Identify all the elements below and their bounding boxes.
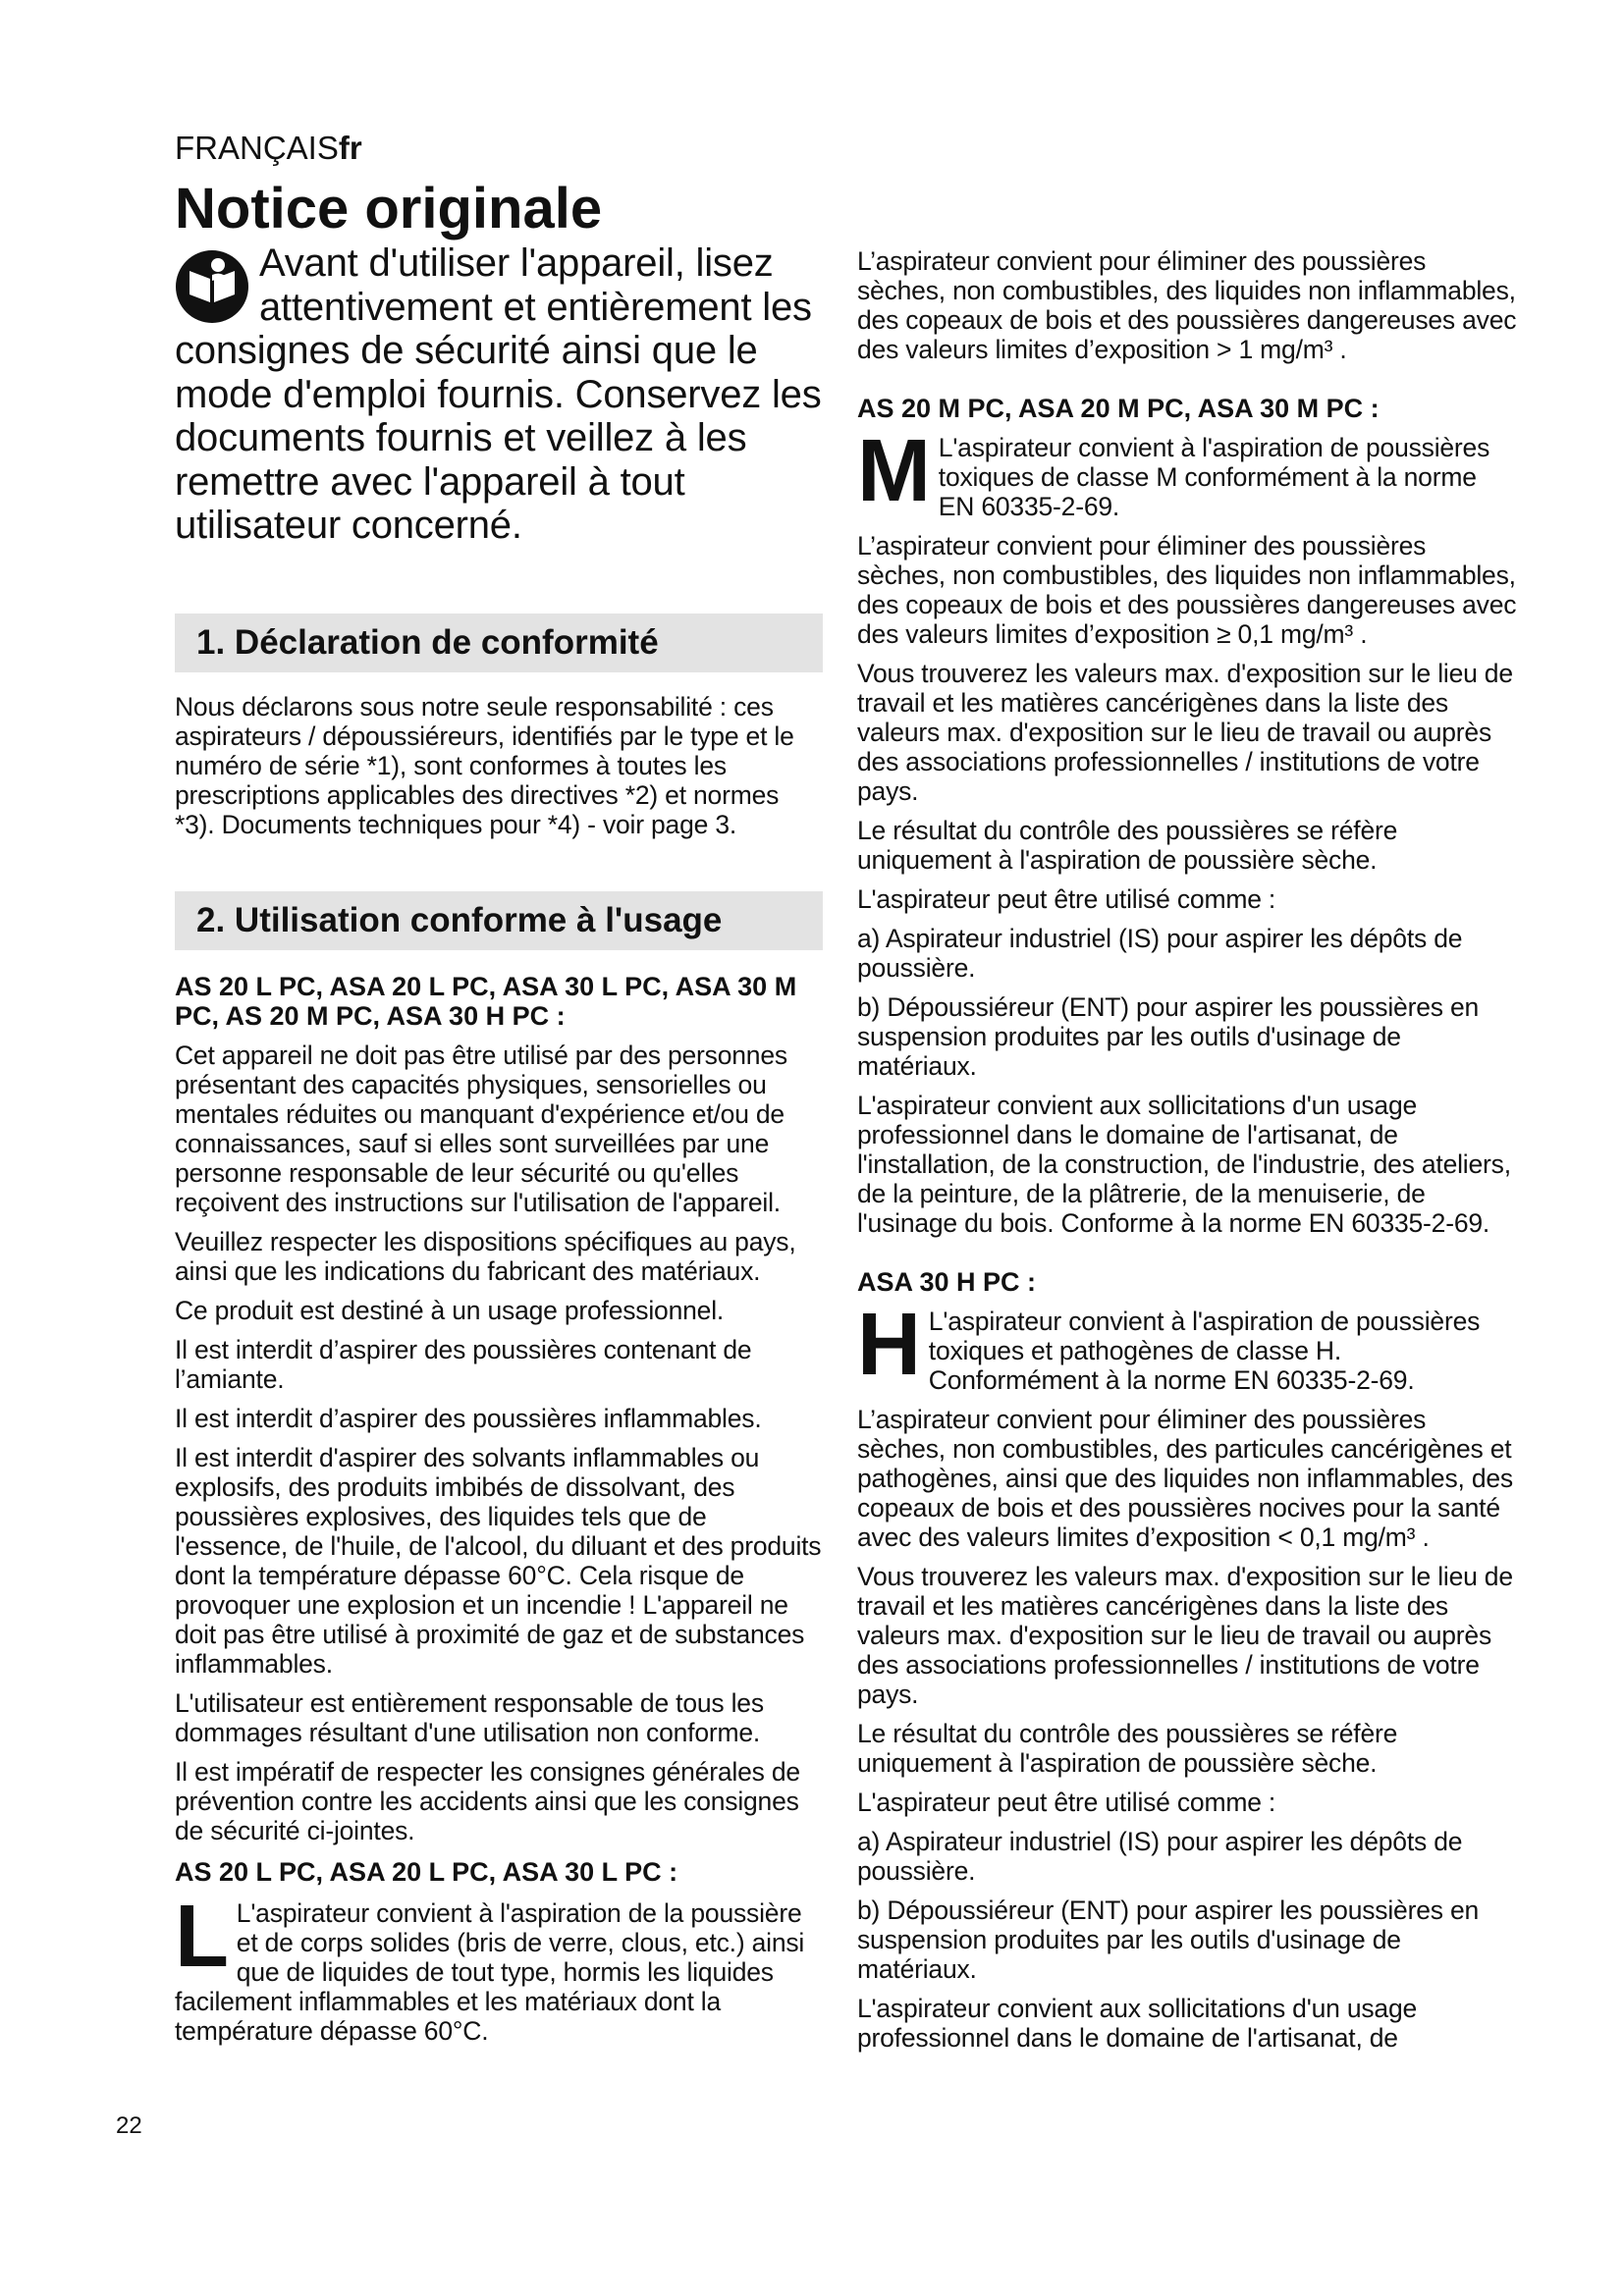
read-manual-icon bbox=[175, 249, 249, 324]
class-l-block bbox=[175, 1888, 823, 2046]
paragraph: Il est interdit d’aspirer des poussières contenant de l’amiante. bbox=[175, 1335, 752, 1394]
class-l-letter: L bbox=[175, 1888, 229, 1986]
class-m-block bbox=[857, 422, 1517, 521]
paragraph: L'aspirateur convient aux sollicitations d'un usage professionnel dans le domaine de l'artisanat, de bbox=[857, 1994, 1418, 2053]
paragraph: Il est impératif de respecter les consignes générales de prévention contre les accidents ainsi que les consignes de sécurité ci-jointes. bbox=[175, 1757, 800, 1845]
models-m-heading: AS 20 M PC, ASA 20 M PC, ASA 30 M PC : bbox=[857, 394, 1380, 423]
conformity-text: Nous déclarons sous notre seule responsabilité : ces aspirateurs / dépoussiéreurs, identifiés par le type et le numéro de série *1), sont conformes à toutes les prescriptions applicables des directives *2) et normes *3). Documents techniques pour *4) - voir page 3. bbox=[175, 692, 794, 839]
paragraph: L'aspirateur convient aux sollicitations d'un usage professionnel dans le domaine de l'artisanat, de l'installation, de la construction, de l'industrie, des ateliers, de la peinture, de la plâtrerie, de la menuiserie, de l'usinage du bois. Conforme à la norme EN 60335-2-69. bbox=[857, 1091, 1511, 1238]
paragraph: a) Aspirateur industriel (IS) pour aspirer les dépôts de poussière. bbox=[857, 1827, 1463, 1886]
intro-notice bbox=[175, 241, 823, 548]
language-code: fr bbox=[338, 130, 362, 166]
class-l-text: L'aspirateur convient à l'aspiration de la poussière et de corps solides (bris de verre, clous, etc.) ainsi que de liquides de tout type, hormis les liquides facilement inflammables et les matériaux dont la température dépasse 60°C. bbox=[175, 1898, 805, 2046]
language-label bbox=[175, 130, 362, 167]
paragraph: L’aspirateur convient pour éliminer des poussières sèches, non combustibles, des liquides non inflammables, des copeaux de bois et des poussières dangereuses avec des valeurs limites d’exposition ≥ 0,1 mg/m³ . bbox=[857, 531, 1517, 649]
models-all-heading: AS 20 L PC, ASA 20 L PC, ASA 30 L PC, ASA 30 M PC, AS 20 M PC, ASA 30 H PC : bbox=[175, 972, 797, 1031]
class-h-text: L'aspirateur convient à l'aspiration de poussières toxiques et pathogènes de classe H. Conformément à la norme EN 60335-2-69. bbox=[928, 1307, 1481, 1395]
paragraph: Le résultat du contrôle des poussières se réfère uniquement à l'aspiration de poussière sèche. bbox=[857, 1719, 1398, 1778]
paragraph: Il est interdit d’aspirer des poussières inflammables. bbox=[175, 1404, 762, 1433]
section-heading-intended-use: 2. Utilisation conforme à l'usage bbox=[175, 891, 823, 950]
paragraph: L'aspirateur peut être utilisé comme : bbox=[857, 884, 1276, 914]
models-l-heading: AS 20 L PC, ASA 20 L PC, ASA 30 L PC : bbox=[175, 1857, 678, 1887]
intro-text: Avant d'utiliser l'appareil, lisez attentivement et entièrement les consignes de sécurité ainsi que le mode d'emploi fournis. Conservez les documents fournis et veillez à les remettre avec l'appareil à tout utilisateur concerné. bbox=[175, 241, 822, 547]
document-title: Notice originale bbox=[175, 177, 603, 240]
paragraph: Ce produit est destiné à un usage professionnel. bbox=[175, 1296, 725, 1325]
paragraph: b) Dépoussiéreur (ENT) pour aspirer les poussières en suspension produites par les outils d'usinage de matériaux. bbox=[857, 1896, 1480, 1984]
class-m-letter: M bbox=[857, 422, 931, 520]
class-h-block bbox=[857, 1296, 1517, 1395]
paragraph: Vous trouverez les valeurs max. d'exposition sur le lieu de travail et les matières cancérigènes dans la liste des valeurs max. d'exposition sur le lieu de travail ou auprès des associations professionnelles / institutions de votre pays. bbox=[857, 659, 1513, 806]
language-name: FRANÇAIS bbox=[175, 130, 339, 166]
paragraph: b) Dépoussiéreur (ENT) pour aspirer les poussières en suspension produites par les outils d'usinage de matériaux. bbox=[857, 992, 1480, 1081]
paragraph: Vous trouverez les valeurs max. d'exposition sur le lieu de travail et les matières cancérigènes dans la liste des valeurs max. d'exposition sur le lieu de travail ou auprès des associations professionnelles / institutions de votre pays. bbox=[857, 1562, 1513, 1709]
section-heading-conformity: 1. Déclaration de conformité bbox=[175, 614, 823, 672]
paragraph: Cet appareil ne doit pas être utilisé par des personnes présentant des capacités physiques, sensorielles ou mentales réduites ou manquant d'expérience et/ou de connaissances, sauf si elles sont surveillées par une personne responsable de leur sécurité ou qu'elles reçoivent des instructions sur l'utilisation de l'appareil. bbox=[175, 1041, 787, 1217]
models-h-heading: ASA 30 H PC : bbox=[857, 1267, 1037, 1297]
left-column bbox=[175, 972, 823, 2046]
class-l-continued: L’aspirateur convient pour éliminer des poussières sèches, non combustibles, des liquides non inflammables, des copeaux de bois et des poussières dangereuses avec des valeurs limites d’exposition > 1 mg/m³ . bbox=[857, 246, 1517, 364]
paragraph: Veuillez respecter les dispositions spécifiques au pays, ainsi que les indications du fabricant des matériaux. bbox=[175, 1227, 796, 1286]
page-number: 22 bbox=[116, 2112, 142, 2139]
class-h-letter: H bbox=[857, 1296, 921, 1394]
paragraph: L'utilisateur est entièrement responsable de tous les dommages résultant d'une utilisation non conforme. bbox=[175, 1688, 764, 1747]
paragraph: Le résultat du contrôle des poussières se réfère uniquement à l'aspiration de poussière sèche. bbox=[857, 816, 1398, 875]
right-column bbox=[857, 246, 1517, 2053]
paragraph: L'aspirateur peut être utilisé comme : bbox=[857, 1788, 1276, 1817]
paragraph: a) Aspirateur industriel (IS) pour aspirer les dépôts de poussière. bbox=[857, 924, 1463, 983]
class-m-text: L'aspirateur convient à l'aspiration de poussières toxiques de classe M conformément à la norme EN 60335-2-69. bbox=[938, 433, 1490, 521]
paragraph: L’aspirateur convient pour éliminer des poussières sèches, non combustibles, des particules cancérigènes et pathogènes, ainsi que des liquides non inflammables, des copeaux de bois et des poussières nocives pour la santé avec des valeurs limites d’exposition < 0,1 mg/m³ . bbox=[857, 1405, 1513, 1552]
paragraph: Il est interdit d'aspirer des solvants inflammables ou explosifs, des produits imbibés de dissolvant, des poussières explosives, des liquides tels que de l'essence, de l'huile, de l'alcool, du diluant et des produits dont la température dépasse 60°C. Cela risque de provoquer une explosion et un incendie ! L'appareil ne doit pas être utilisé à proximité de gaz et de substances inflammables. bbox=[175, 1443, 822, 1679]
